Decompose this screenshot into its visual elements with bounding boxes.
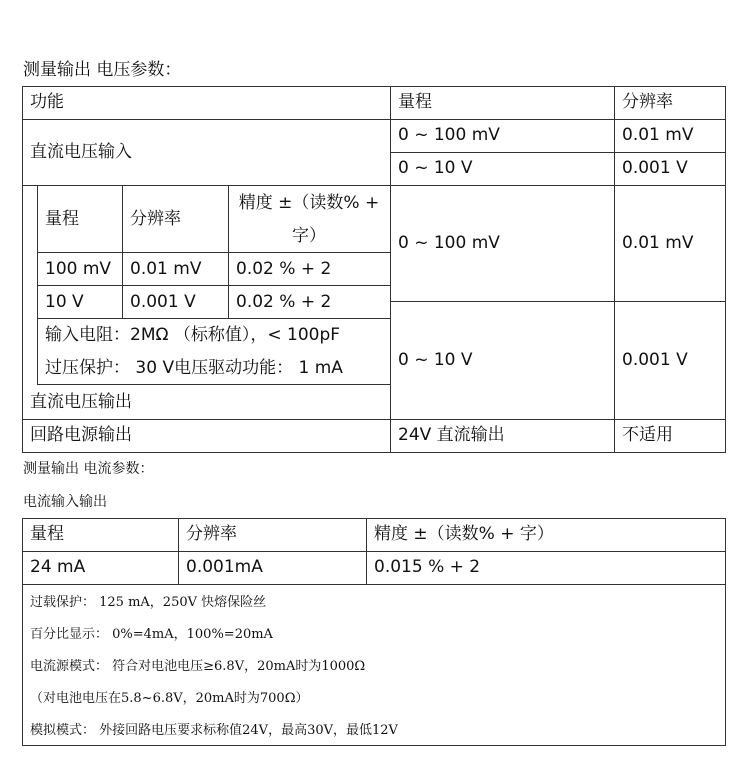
voltage-section-title: 测量输出 电压参数： bbox=[23, 60, 182, 80]
percentage-display-note: 百分比显示： 0%=4mA，100%=20mA bbox=[30, 627, 273, 642]
current-row-resolution: 0.001mA bbox=[186, 557, 263, 577]
current-row-range: 24 mA bbox=[30, 557, 86, 577]
current-header-accuracy: 精度 ±（读数% + 字） bbox=[374, 524, 554, 544]
loop-power-resolution: 不适用 bbox=[622, 425, 673, 445]
current-section-subtitle: 电流输入输出 bbox=[23, 494, 107, 510]
current-row-accuracy: 0.015 % + 2 bbox=[374, 557, 481, 577]
dc-input-resolution-2: 0.001 V bbox=[622, 158, 688, 178]
dc-input-label: 直流电压输入 bbox=[30, 142, 132, 162]
header-resolution: 分辨率 bbox=[622, 92, 673, 112]
inner-header-accuracy-2: 字） bbox=[292, 226, 326, 246]
inner-row-range: 10 V bbox=[45, 292, 84, 312]
input-resistance-note: 输入电阻：2MΩ （标称值），< 100pF bbox=[45, 325, 341, 345]
header-function: 功能 bbox=[30, 92, 64, 112]
loop-power-label: 回路电源输出 bbox=[30, 425, 132, 445]
current-section-title: 测量输出 电流参数： bbox=[23, 461, 154, 477]
overload-protection-note: 过载保护： 125 mA，250V 快熔保险丝 bbox=[30, 595, 267, 610]
dc-output-range-2: 0 ~ 10 V bbox=[398, 350, 473, 370]
header-range: 量程 bbox=[398, 92, 432, 112]
current-source-mode-note: 电流源模式： 符合对电池电压≥6.8V，20mA时为1000Ω bbox=[30, 659, 366, 674]
dc-output-resolution-1: 0.01 mV bbox=[622, 233, 694, 253]
dc-output-label: 直流电压输出 bbox=[30, 392, 132, 412]
inner-row-resolution: 0.01 mV bbox=[130, 259, 202, 279]
dc-input-range-1: 0 ~ 100 mV bbox=[398, 125, 500, 145]
dc-input-resolution-1: 0.01 mV bbox=[622, 125, 694, 145]
inner-row-range: 100 mV bbox=[45, 259, 112, 279]
loop-power-range: 24V 直流输出 bbox=[398, 425, 505, 445]
dc-output-resolution-2: 0.001 V bbox=[622, 350, 688, 370]
inner-header-accuracy-1: 精度 ±（读数% + bbox=[238, 193, 380, 213]
inner-row-accuracy: 0.02 % + 2 bbox=[236, 292, 332, 312]
dc-output-range-1: 0 ~ 100 mV bbox=[398, 233, 500, 253]
overvoltage-note: 过压保护： 30 V电压驱动功能： 1 mA bbox=[45, 358, 343, 378]
inner-row-accuracy: 0.02 % + 2 bbox=[236, 259, 332, 279]
current-header-resolution: 分辨率 bbox=[186, 524, 237, 544]
inner-header-range: 量程 bbox=[45, 209, 79, 229]
simulation-mode-note: 模拟模式： 外接回路电压要求标称值24V，最高30V，最低12V bbox=[30, 723, 398, 738]
battery-voltage-note: （对电池电压在5.8~6.8V，20mA时为700Ω） bbox=[30, 691, 309, 706]
current-header-range: 量程 bbox=[30, 524, 64, 544]
inner-header-resolution: 分辨率 bbox=[130, 209, 181, 229]
inner-row-resolution: 0.001 V bbox=[130, 292, 196, 312]
dc-input-range-2: 0 ~ 10 V bbox=[398, 158, 473, 178]
